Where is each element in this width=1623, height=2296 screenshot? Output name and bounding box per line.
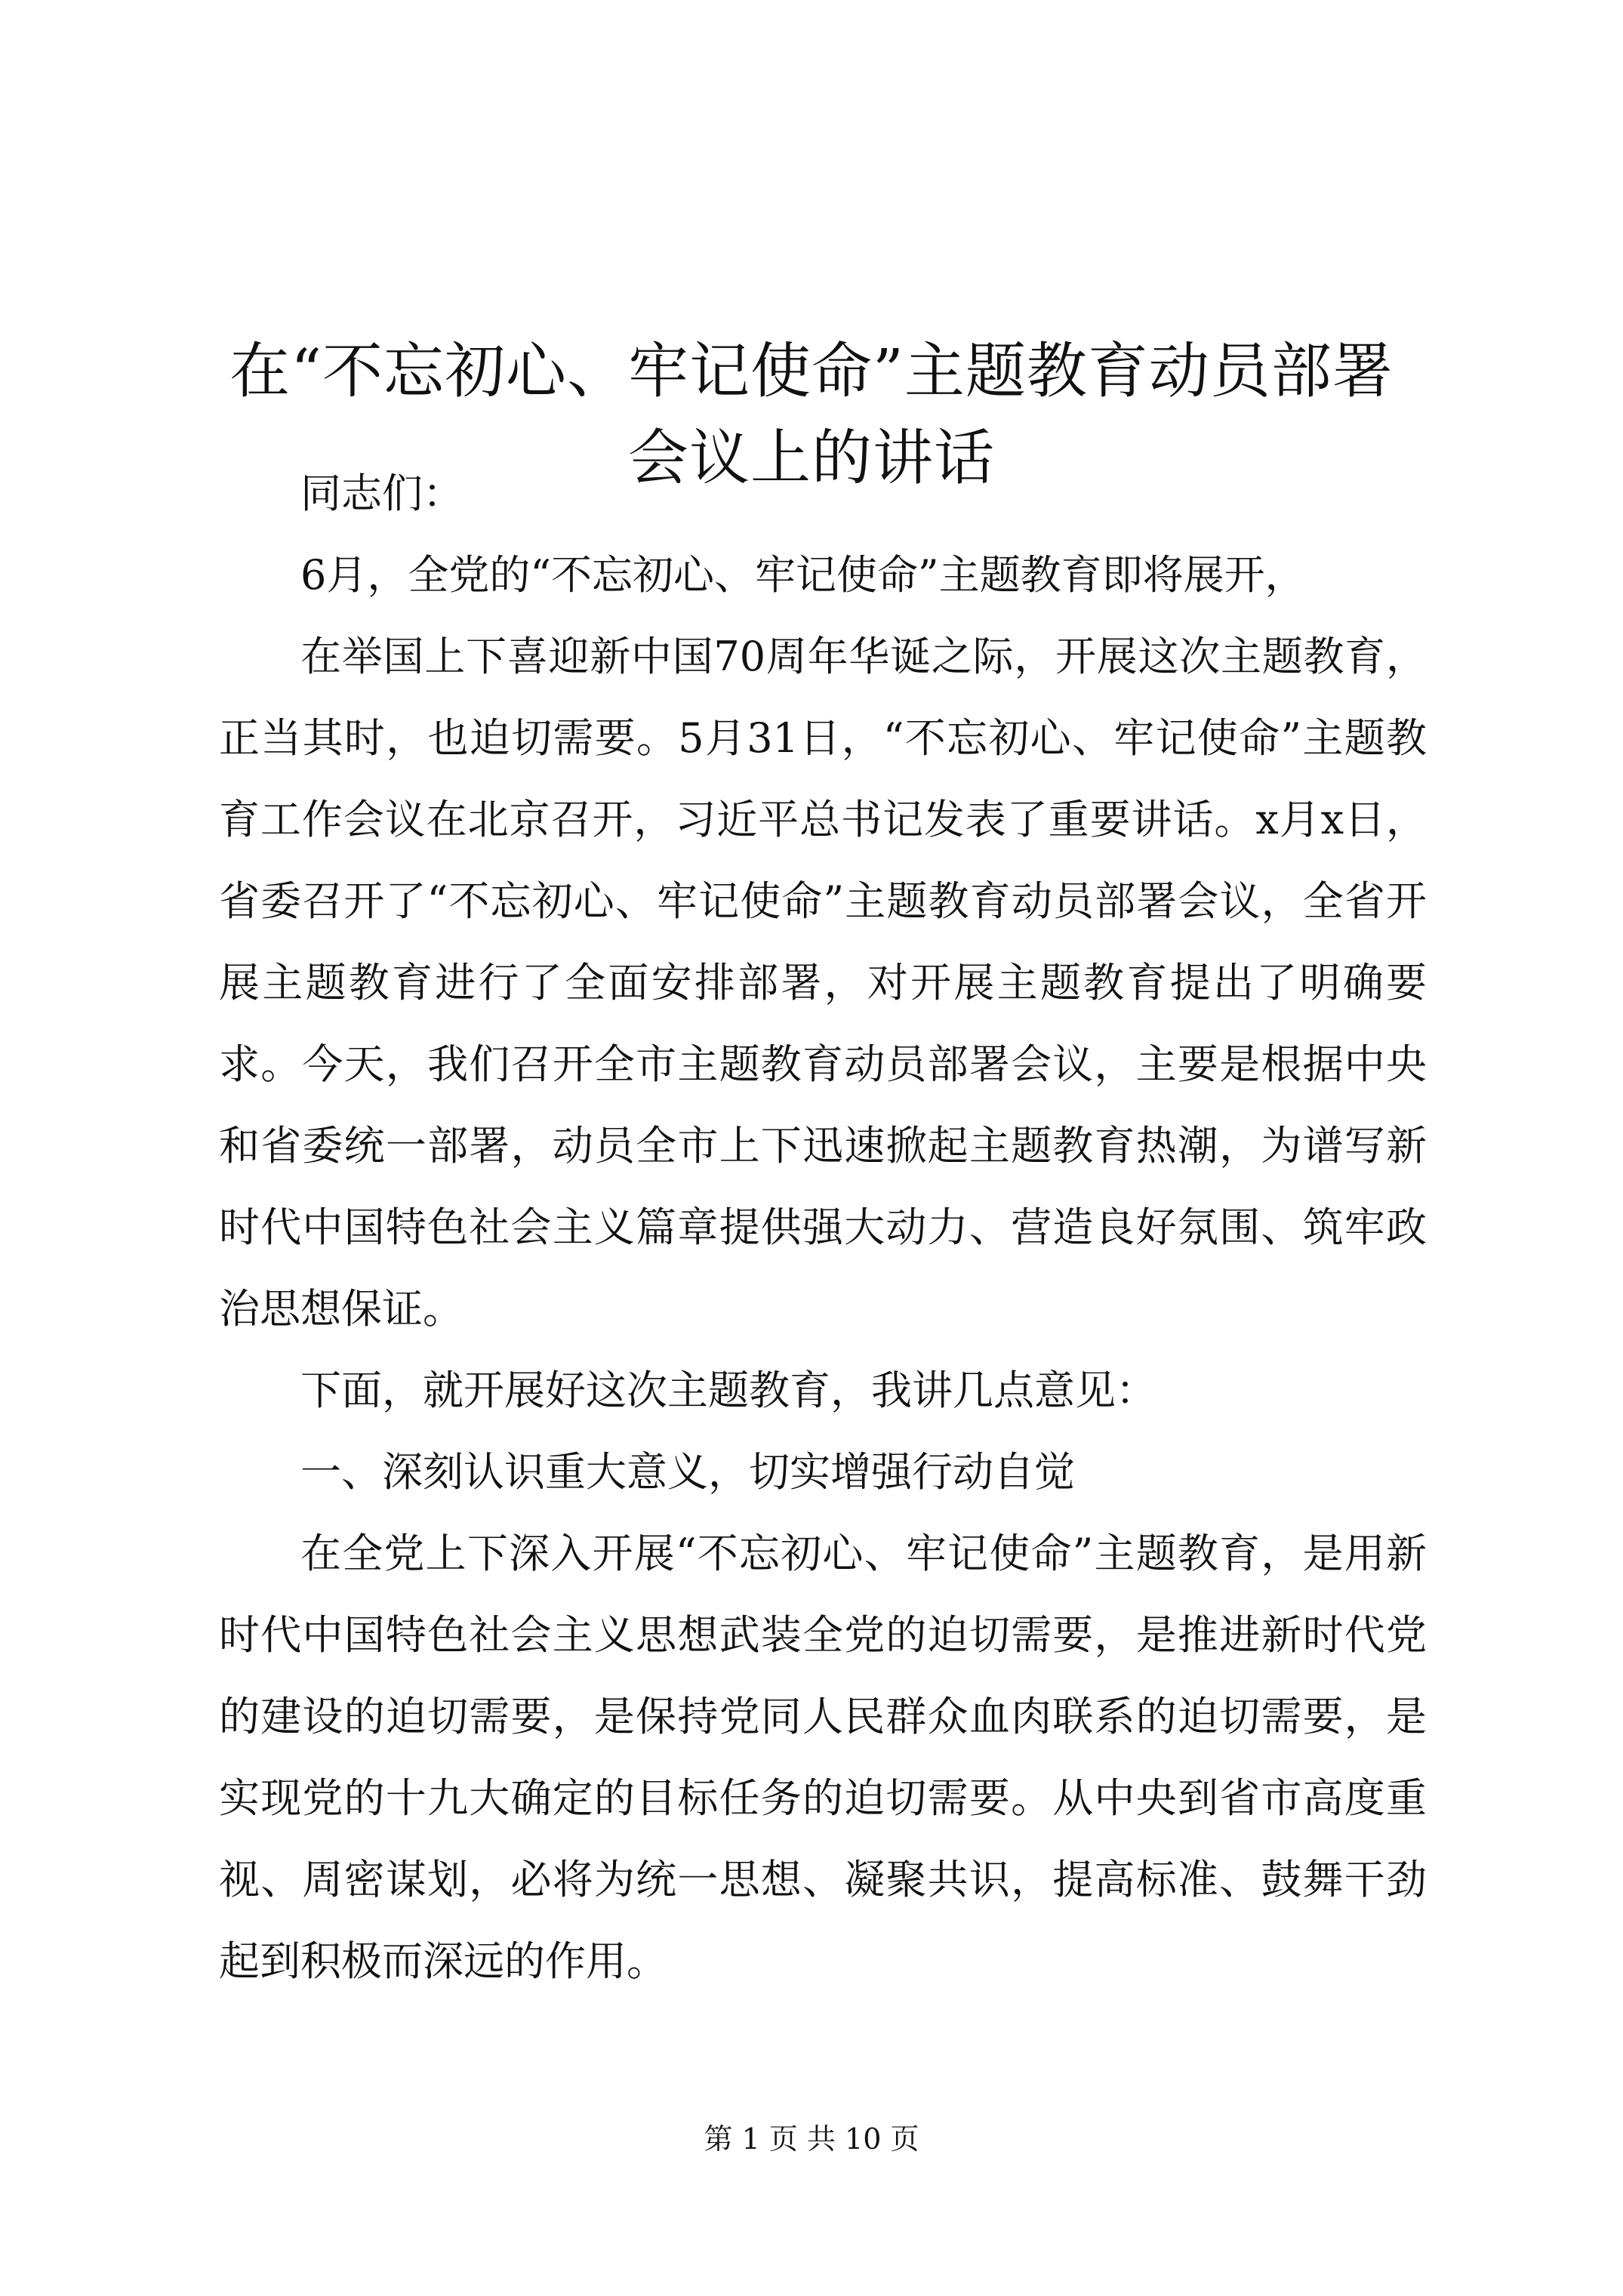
body-paragraph: 在举国上下喜迎新中国70周年华诞之际，开展这次主题教育，正当其时，也迫切需要。5月31日，“不忘初心、牢记使命”主题教育工作会议在北京召开，习近平总书记发表了重要讲话。x月x日，省委召开了“不忘初心、牢记使命”主题教育动员部署会议，全省开展主题教育进行了全面安排部署，对开展主题教育提出了明确要求。今天，我们召开全市主题教育动员部署会议，主要是根据中央和省委统一部署，动员全市上下迅速掀起主题教育热潮，为谱写新时代中国特色社会主义篇章提供强大动力、营造良好氛围、筑牢政治思想保证。	[219, 633, 1427, 1333]
section-heading: 一、深刻认识重大意义，切实增强行动自觉	[300, 1448, 1075, 1496]
body-paragraph: 下面，就开展好这次主题教育，我讲几点意见：	[300, 1367, 1156, 1414]
page-number-footer: 第 1 页 共 10 页	[704, 2122, 919, 2156]
title-line-1: 在“不忘初心、牢记使命”主题教育动员部署	[229, 335, 1394, 406]
document-body	[219, 453, 1427, 2002]
title-line-2: 会议上的讲话	[628, 422, 995, 493]
salutation: 同志们：	[300, 470, 463, 517]
body-paragraph: 6月，全党的“不忘初心、牢记使命”主题教育即将展开，	[300, 551, 1306, 599]
body-paragraph: 在全党上下深入开展“不忘初心、牢记使命”主题教育，是用新时代中国特色社会主义思想武装全党的迫切需要，是推进新时代党的建设的迫切需要，是保持党同人民群众血肉联系的迫切需要，是实现党的十九大确定的目标任务的迫切需要。从中央到省市高度重视、周密谋划，必将为统一思想、凝聚共识，提高标准、鼓舞干劲起到积极而深远的作用。	[219, 1530, 1427, 1985]
